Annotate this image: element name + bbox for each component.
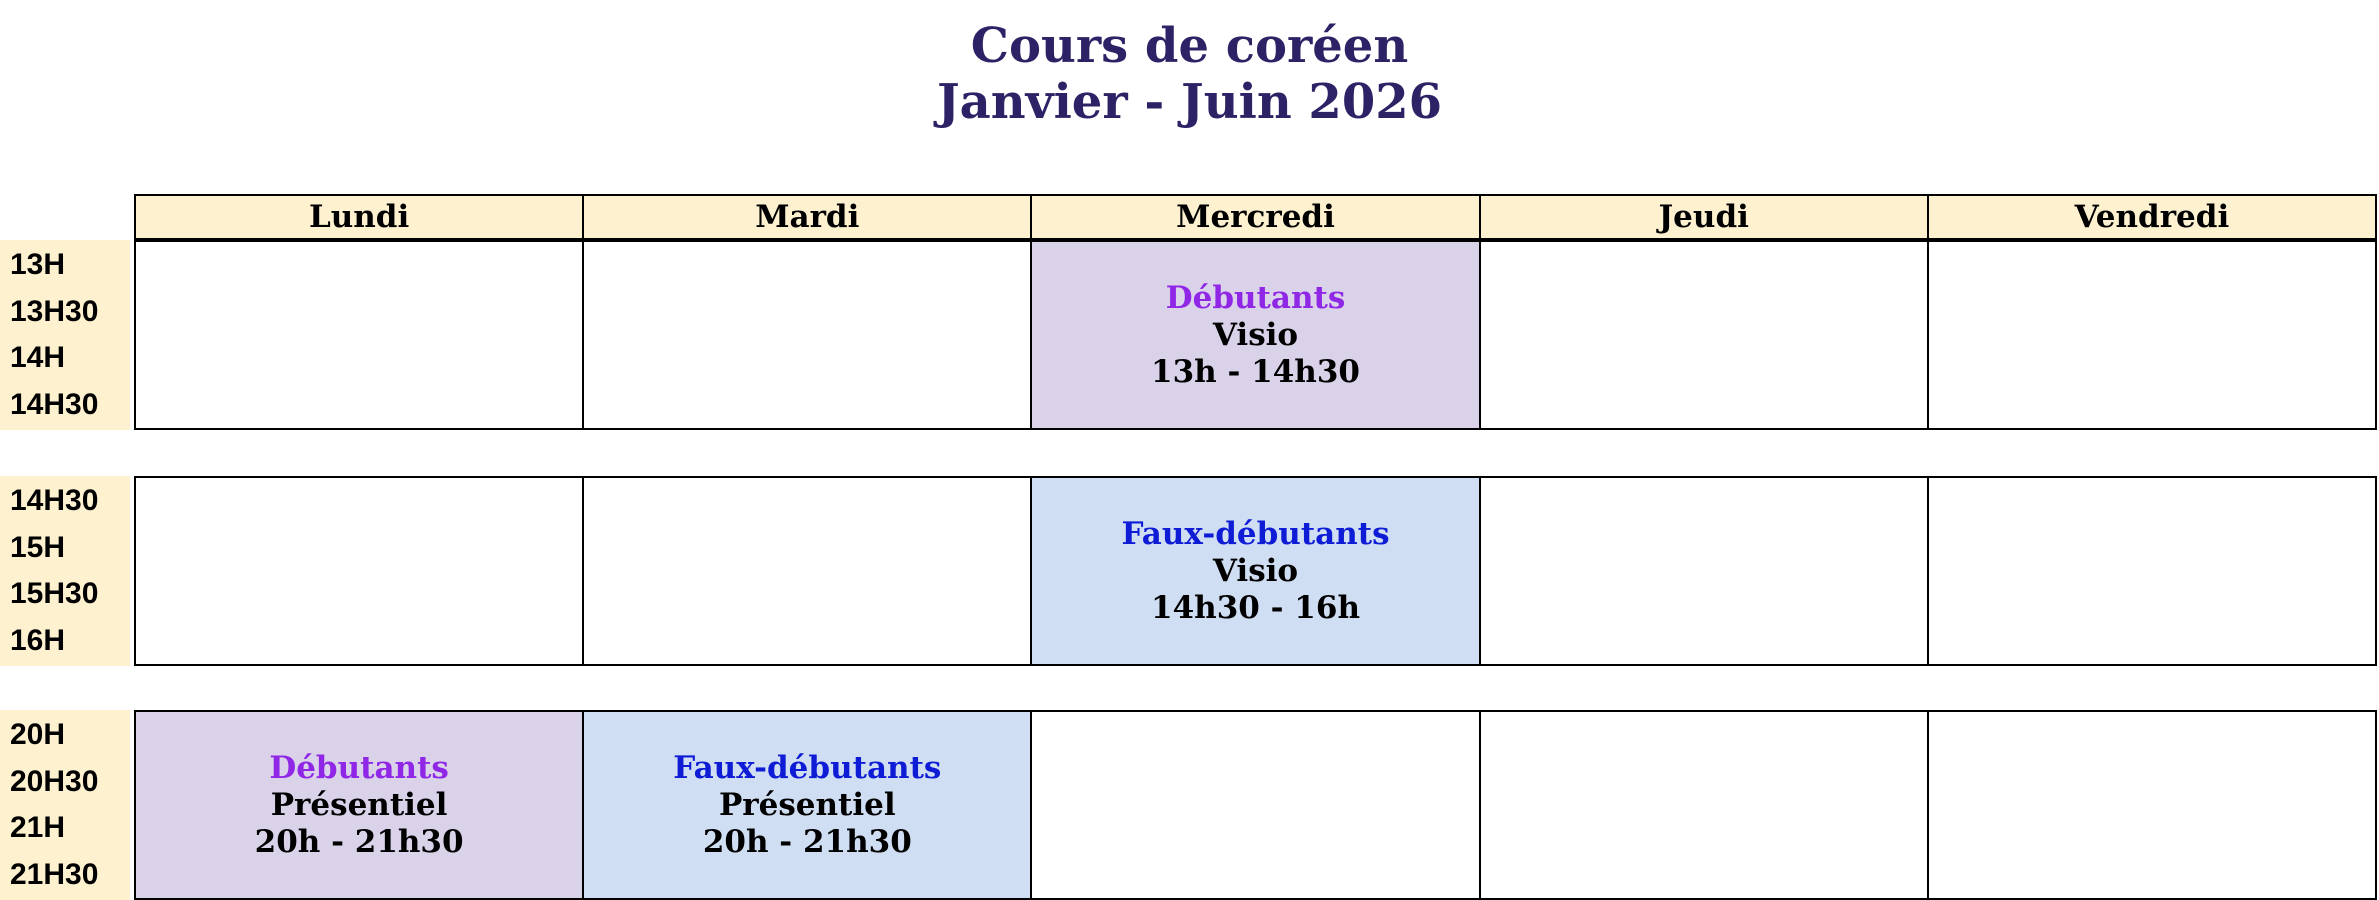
time-column (0, 476, 130, 666)
schedule-cell-empty (136, 242, 584, 428)
time-label: 14H30 (10, 484, 99, 518)
time-column (0, 240, 130, 430)
course-mode: Visio (1212, 552, 1299, 589)
schedule-cell-empty (1929, 242, 2375, 428)
time-block-3 (0, 710, 2379, 900)
course-cell-debutants (1032, 242, 1480, 428)
page-title (0, 18, 2379, 130)
time-label: 15H (10, 530, 66, 564)
schedule-cell-empty (1481, 478, 1929, 664)
day-header-row (134, 194, 2377, 240)
time-label: 21H30 (10, 857, 99, 891)
time-label: 21H (10, 811, 66, 845)
course-hours: 13h - 14h30 (1151, 353, 1360, 390)
schedule-cell-empty (584, 242, 1032, 428)
course-hours: 20h - 21h30 (254, 823, 464, 860)
title-line-2: Janvier - Juin 2026 (936, 74, 1443, 130)
course-cell-debutants (136, 712, 584, 898)
title-line-1: Cours de coréen (970, 18, 1409, 74)
schedule-row (134, 710, 2377, 900)
course-hours: 14h30 - 16h (1151, 589, 1360, 626)
time-label: 14H30 (10, 387, 99, 421)
time-label: 20H (10, 718, 66, 752)
course-level: Débutants (269, 749, 449, 786)
time-label: 14H (10, 341, 66, 375)
course-mode: Présentiel (718, 786, 896, 823)
day-header-vendredi: Vendredi (1927, 194, 2377, 240)
schedule-cell-empty (136, 478, 584, 664)
course-level: Débutants (1165, 279, 1346, 316)
course-mode: Visio (1212, 316, 1299, 353)
course-level: Faux-débutants (1121, 515, 1390, 552)
time-label: 13H30 (10, 294, 99, 328)
schedule-cell-empty (584, 478, 1032, 664)
time-label: 13H (10, 248, 66, 282)
schedule-cell-empty (1481, 712, 1929, 898)
time-block-1 (0, 240, 2379, 430)
schedule-row (134, 476, 2377, 666)
day-header-mercredi: Mercredi (1030, 194, 1478, 240)
course-cell-faux-debutants (1032, 478, 1480, 664)
time-column (0, 710, 130, 900)
day-header-mardi: Mardi (582, 194, 1030, 240)
day-header-jeudi: Jeudi (1479, 194, 1927, 240)
time-block-2 (0, 476, 2379, 666)
course-hours: 20h - 21h30 (702, 823, 912, 860)
time-label: 16H (10, 623, 66, 657)
course-mode: Présentiel (270, 786, 448, 823)
schedule-row (134, 240, 2377, 430)
time-label: 20H30 (10, 764, 99, 798)
course-cell-faux-debutants (584, 712, 1032, 898)
day-header-lundi: Lundi (134, 194, 582, 240)
schedule-cell-empty (1481, 242, 1929, 428)
schedule-cell-empty (1032, 712, 1480, 898)
schedule-cell-empty (1929, 478, 2375, 664)
schedule-cell-empty (1929, 712, 2375, 898)
time-label: 15H30 (10, 577, 99, 611)
course-level: Faux-débutants (673, 749, 942, 786)
